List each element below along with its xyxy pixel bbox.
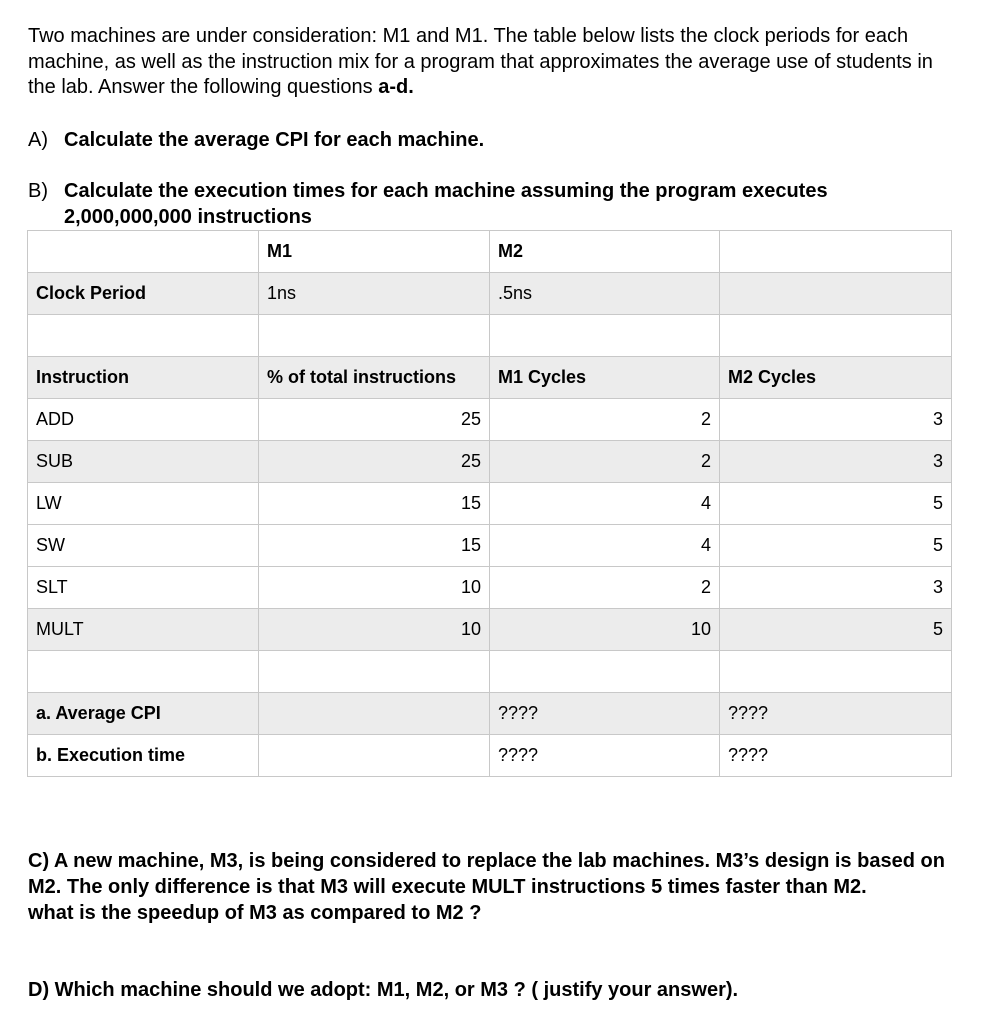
execution-time-row <box>28 735 952 777</box>
execution-time-m2: ???? <box>720 735 952 777</box>
question-b-line2: 2,000,000,000 instructions <box>64 206 312 228</box>
intro-paragraph <box>28 24 958 101</box>
m1-cycles-header: M1 Cycles <box>490 357 720 399</box>
instruction-name: LW <box>28 483 259 525</box>
instruction-m1-cycles: 2 <box>490 567 720 609</box>
intro-text: Two machines are under consideration: M1 and M1. The table below lists the clock periods for each machine, as well as the instruction mix for a program that approximates the average use of students in the lab. Answer the following questions <box>28 25 933 98</box>
question-a <box>28 127 484 153</box>
instruction-pct: 10 <box>259 567 490 609</box>
execution-time-label: b. Execution time <box>28 735 259 777</box>
table-header-row <box>28 231 952 273</box>
instruction-m1-cycles: 10 <box>490 609 720 651</box>
table-row <box>28 525 952 567</box>
intro-bold: a-d. <box>378 76 414 98</box>
question-a-letter: A) <box>28 129 48 151</box>
header-m1: M1 <box>259 231 490 273</box>
header-m2: M2 <box>490 231 720 273</box>
cell <box>259 735 490 777</box>
instruction-name: SW <box>28 525 259 567</box>
instruction-m1-cycles: 2 <box>490 399 720 441</box>
question-a-text: Calculate the average CPI for each machine. <box>64 129 485 151</box>
instruction-m2-cycles: 5 <box>720 525 952 567</box>
empty-row <box>28 651 952 693</box>
instruction-pct: 25 <box>259 399 490 441</box>
pct-header: % of total instructions <box>259 357 490 399</box>
table-row <box>28 483 952 525</box>
average-cpi-row <box>28 693 952 735</box>
instruction-pct: 15 <box>259 525 490 567</box>
average-cpi-m2: ???? <box>720 693 952 735</box>
cell <box>28 231 259 273</box>
cell <box>720 273 952 315</box>
instruction-m1-cycles: 4 <box>490 525 720 567</box>
question-c <box>28 848 958 926</box>
execution-time-m1: ???? <box>490 735 720 777</box>
instruction-header-row <box>28 357 952 399</box>
instruction-m1-cycles: 4 <box>490 483 720 525</box>
instruction-m2-cycles: 3 <box>720 567 952 609</box>
clock-period-row <box>28 273 952 315</box>
instruction-pct: 10 <box>259 609 490 651</box>
question-b-line1: Calculate the execution times for each machine assuming the program executes <box>64 180 828 202</box>
instruction-name: MULT <box>28 609 259 651</box>
table-row <box>28 399 952 441</box>
instruction-pct: 25 <box>259 441 490 483</box>
cell <box>259 693 490 735</box>
m2-cycles-header: M2 Cycles <box>720 357 952 399</box>
average-cpi-m1: ???? <box>490 693 720 735</box>
instruction-m2-cycles: 5 <box>720 483 952 525</box>
instruction-m1-cycles: 2 <box>490 441 720 483</box>
instruction-m2-cycles: 3 <box>720 441 952 483</box>
instruction-name: SUB <box>28 441 259 483</box>
instruction-header: Instruction <box>28 357 259 399</box>
question-b <box>28 178 828 230</box>
clock-period-m1: 1ns <box>259 273 490 315</box>
question-c-line2: what is the speedup of M3 as compared to M2 ? <box>28 902 482 924</box>
instruction-m2-cycles: 3 <box>720 399 952 441</box>
instruction-name: SLT <box>28 567 259 609</box>
instruction-m2-cycles: 5 <box>720 609 952 651</box>
instruction-pct: 15 <box>259 483 490 525</box>
clock-period-label: Clock Period <box>28 273 259 315</box>
clock-period-m2: .5ns <box>490 273 720 315</box>
table-row <box>28 441 952 483</box>
average-cpi-label: a. Average CPI <box>28 693 259 735</box>
cell <box>720 231 952 273</box>
table-row <box>28 567 952 609</box>
empty-row <box>28 315 952 357</box>
table-row <box>28 609 952 651</box>
instruction-name: ADD <box>28 399 259 441</box>
question-b-letter: B) <box>28 180 48 202</box>
question-c-line1: C) A new machine, M3, is being considered to replace the lab machines. M3’s design is based on M2. The only difference is that M3 will execute MULT instructions 5 times faster than M2. <box>28 850 945 898</box>
question-d: D) Which machine should we adopt: M1, M2, or M3 ? ( justify your answer). <box>28 979 739 1001</box>
cpi-table <box>27 230 952 777</box>
